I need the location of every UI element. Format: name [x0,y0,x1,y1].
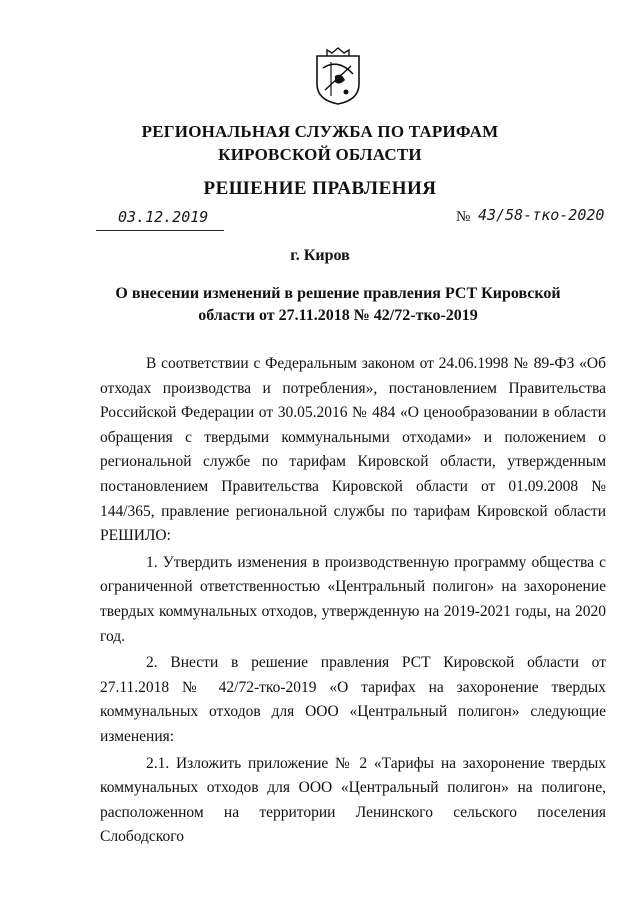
decision-number: 43/58-тко-2020 [478,206,605,224]
coat-of-arms-icon [313,46,363,106]
clause-2: 2. Внести в решение правления РСТ Кировской области от 27.11.2018 № 42/72-тко-2019 «О тарифах на захоронение твердых коммунальных отходов для ООО «Центральный полигон» следующие изменения: [100,654,606,745]
document-title: РЕШЕНИЕ ПРАВЛЕНИЯ [203,178,437,199]
org-name-line2: КИРОВСКОЙ ОБЛАСТИ [218,145,422,164]
clause-2-1: 2.1. Изложить приложение № 2 «Тарифы на захоронение твердых коммунальных отходов для ООО «Центральный полигон» на полигоне, расположенном на территории Ленинского сельского поселения Слободского [100,754,606,846]
clause-1: 1. Утвердить изменения в производственную программу общества с ограниченной ответственностью «Центральный полигон» на захоронение твердых коммунальных отходов, утвержденную на 2019-2021 годы, на 2020 год. [100,553,606,645]
preamble-paragraph: В соответствии с Федеральным законом от 24.06.1998 № 89-ФЗ «Об отходах производства и потребления», постановлением Правительства Российской Федерации от 30.05.2016 № 484 «О ценообразовании в области обращения с твердыми коммунальными отходами» и положением о региональной службе по тарифам Кировской области, утвержденным постановлением Правительства Кировской области от 01.09.2008 № 144/365, правление региональной службы по тарифам Кировской области РЕШИЛО: [100,355,606,545]
city-name: г. Киров [290,247,350,264]
decision-date: 03.12.2019 [118,208,209,226]
decision-subject: О внесении изменений в решение правления РСТ Кировской области от 27.11.2018 № 42/72-тко-2019 [115,285,561,324]
number-sign: № [456,209,471,225]
decision-body [100,352,606,850]
org-name-line1: РЕГИОНАЛЬНАЯ СЛУЖБА ПО ТАРИФАМ [141,122,499,141]
